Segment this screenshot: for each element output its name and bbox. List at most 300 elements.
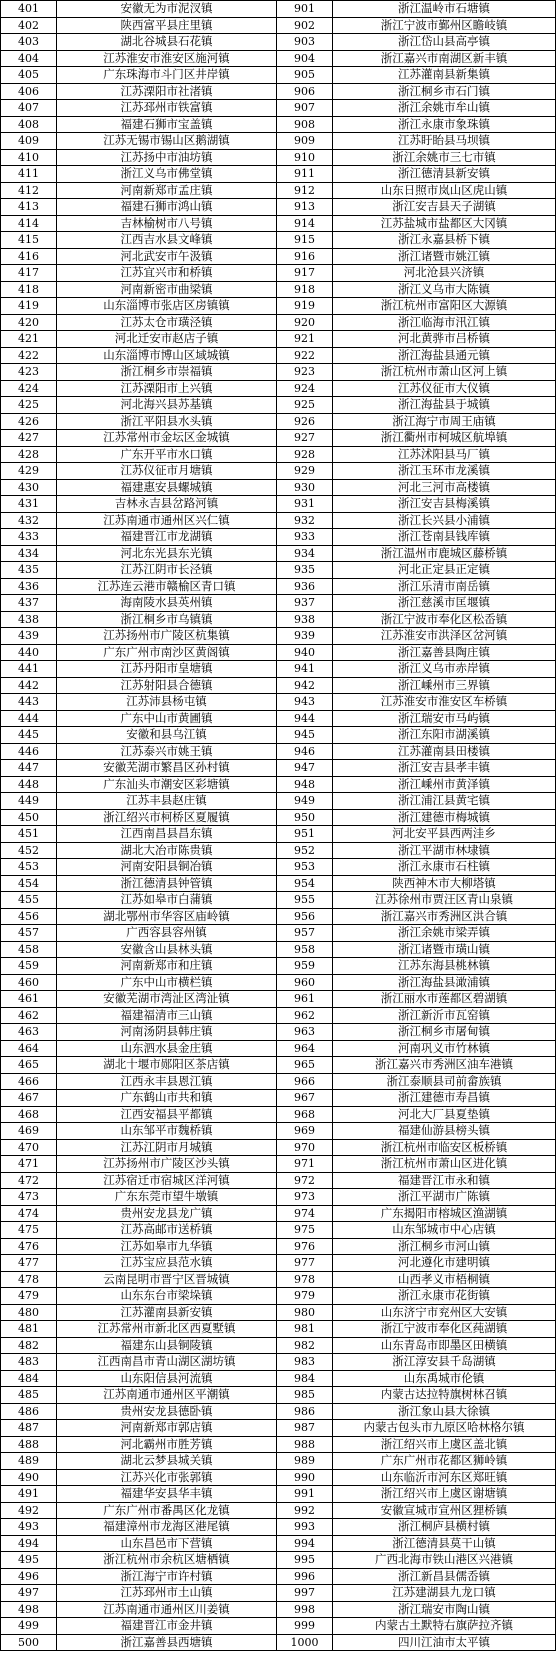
- rank-cell-left: 429: [1, 463, 57, 480]
- town-cell-left: 河南新郑市和庄镇: [57, 958, 277, 975]
- town-cell-left: 山东泗水县金庄镇: [57, 1040, 277, 1057]
- table-row: [1, 479, 556, 496]
- rank-cell-right: 973: [277, 1189, 333, 1206]
- rank-cell-left: 497: [1, 1585, 57, 1602]
- table-row: [1, 380, 556, 397]
- town-cell-left: 广东广州市番禺区化龙镇: [57, 1502, 277, 1519]
- town-cell-left: 江苏无锡市锡山区鹅湖镇: [57, 133, 277, 150]
- rank-cell-left: 470: [1, 1139, 57, 1156]
- town-cell-right: 浙江玉环市龙溪镇: [333, 463, 556, 480]
- table-row: [1, 578, 556, 595]
- rank-cell-left: 475: [1, 1222, 57, 1239]
- town-cell-left: 陕西富平县庄里镇: [57, 17, 277, 34]
- rank-cell-left: 427: [1, 430, 57, 447]
- rank-cell-right: 941: [277, 661, 333, 678]
- town-cell-right: 河北遵化市建明镇: [333, 1255, 556, 1272]
- town-cell-right: 山东青岛市即墨区田横镇: [333, 1337, 556, 1354]
- rank-cell-left: 420: [1, 314, 57, 331]
- rank-cell-left: 459: [1, 958, 57, 975]
- table-row: [1, 595, 556, 612]
- rank-cell-right: 990: [277, 1469, 333, 1486]
- rank-cell-left: 443: [1, 694, 57, 711]
- town-cell-right: 河南巩义市竹林镇: [333, 1040, 556, 1057]
- rank-cell-left: 415: [1, 232, 57, 249]
- rank-cell-left: 407: [1, 100, 57, 117]
- town-cell-right: 浙江新昌县儒岙镇: [333, 1568, 556, 1585]
- town-cell-right: 山西孝义市梧桐镇: [333, 1271, 556, 1288]
- town-cell-right: 浙江安吉县孝丰镇: [333, 760, 556, 777]
- table-row: [1, 545, 556, 562]
- table-row: [1, 908, 556, 925]
- table-row: [1, 1453, 556, 1470]
- town-cell-left: 海南陵水县英州镇: [57, 595, 277, 612]
- town-cell-left: 广东中山市黄圃镇: [57, 710, 277, 727]
- table-row: [1, 727, 556, 744]
- rank-cell-right: 946: [277, 743, 333, 760]
- town-cell-right: 浙江温州市鹿城区藤桥镇: [333, 545, 556, 562]
- town-cell-left: 江苏如皋市白蒲镇: [57, 892, 277, 909]
- rank-cell-right: 971: [277, 1156, 333, 1173]
- rank-cell-right: 967: [277, 1090, 333, 1107]
- rank-cell-right: 994: [277, 1535, 333, 1552]
- town-cell-left: 江西永丰县恩江镇: [57, 1073, 277, 1090]
- town-cell-left: 福建石狮市鸿山镇: [57, 199, 277, 216]
- rank-cell-right: 997: [277, 1585, 333, 1602]
- table-row: [1, 1, 556, 18]
- rank-cell-right: 903: [277, 34, 333, 51]
- rank-cell-left: 449: [1, 793, 57, 810]
- rank-cell-right: 955: [277, 892, 333, 909]
- table-row: [1, 100, 556, 117]
- town-cell-right: 浙江临海市汛江镇: [333, 314, 556, 331]
- town-cell-right: 河北安平县西两洼乡: [333, 826, 556, 843]
- rank-cell-left: 426: [1, 413, 57, 430]
- rank-cell-right: 949: [277, 793, 333, 810]
- rank-cell-left: 447: [1, 760, 57, 777]
- table-row: [1, 413, 556, 430]
- town-cell-left: 贵州安龙县龙广镇: [57, 1205, 277, 1222]
- town-cell-left: 江苏扬州市广陵区杭集镇: [57, 628, 277, 645]
- table-row: [1, 1403, 556, 1420]
- rank-cell-left: 409: [1, 133, 57, 150]
- town-cell-right: 山东济宁市兖州区大安镇: [333, 1304, 556, 1321]
- town-cell-right: 广西北海市铁山港区兴港镇: [333, 1552, 556, 1569]
- rank-cell-right: 957: [277, 925, 333, 942]
- rank-cell-right: 934: [277, 545, 333, 562]
- rank-cell-right: 931: [277, 496, 333, 513]
- rank-cell-left: 460: [1, 974, 57, 991]
- table-row: [1, 248, 556, 265]
- rank-cell-right: 954: [277, 875, 333, 892]
- rank-cell-left: 442: [1, 677, 57, 694]
- rank-cell-left: 402: [1, 17, 57, 34]
- town-cell-right: 浙江永康市象珠镇: [333, 116, 556, 133]
- table-row: [1, 562, 556, 579]
- rank-cell-left: 472: [1, 1172, 57, 1189]
- town-cell-right: 浙江宁波市奉化区松岙镇: [333, 611, 556, 628]
- town-cell-left: 江苏丰县赵庄镇: [57, 793, 277, 810]
- town-cell-left: 湖北谷城县石花镇: [57, 34, 277, 51]
- town-cell-left: 河南安阳县铜冶镇: [57, 859, 277, 876]
- town-cell-left: 江苏江阴市月城镇: [57, 1139, 277, 1156]
- rank-cell-right: 925: [277, 397, 333, 414]
- table-row: [1, 67, 556, 84]
- rank-cell-left: 432: [1, 512, 57, 529]
- table-row: [1, 1519, 556, 1536]
- town-cell-left: 河南新郑市郭店镇: [57, 1420, 277, 1437]
- table-row: [1, 743, 556, 760]
- town-cell-left: 江苏扬中市油坊镇: [57, 149, 277, 166]
- town-cell-left: 江苏常州市金坛区金城镇: [57, 430, 277, 447]
- rank-cell-left: 445: [1, 727, 57, 744]
- rank-cell-right: 975: [277, 1222, 333, 1239]
- table-row: [1, 1106, 556, 1123]
- table-row: [1, 182, 556, 199]
- town-cell-left: 福建东山县铜陵镇: [57, 1337, 277, 1354]
- rank-cell-right: 989: [277, 1453, 333, 1470]
- town-cell-right: 浙江慈溪市匡堰镇: [333, 595, 556, 612]
- rank-cell-right: 920: [277, 314, 333, 331]
- rank-cell-left: 485: [1, 1387, 57, 1404]
- rank-cell-right: 916: [277, 248, 333, 265]
- town-cell-left: 江苏如皋市九华镇: [57, 1238, 277, 1255]
- town-cell-right: 浙江余姚市梁弄镇: [333, 925, 556, 942]
- town-cell-left: 安徽芜湖市繁昌区孙村镇: [57, 760, 277, 777]
- table-row: [1, 859, 556, 876]
- town-cell-right: 浙江苍南县钱库镇: [333, 529, 556, 546]
- town-cell-left: 浙江海宁市许村镇: [57, 1568, 277, 1585]
- table-row: [1, 166, 556, 183]
- town-cell-right: 浙江永嘉县桥下镇: [333, 232, 556, 249]
- table-row: [1, 1189, 556, 1206]
- town-cell-left: 江苏连云港市赣榆区青口镇: [57, 578, 277, 595]
- rank-cell-right: 948: [277, 776, 333, 793]
- rank-cell-right: 932: [277, 512, 333, 529]
- table-row: [1, 397, 556, 414]
- rank-cell-right: 912: [277, 182, 333, 199]
- town-cell-left: 江苏溧阳市上兴镇: [57, 380, 277, 397]
- rank-cell-right: 908: [277, 116, 333, 133]
- rank-cell-right: 961: [277, 991, 333, 1008]
- rank-cell-left: 438: [1, 611, 57, 628]
- town-cell-left: 河北武安市午汲镇: [57, 248, 277, 265]
- rank-cell-right: 983: [277, 1354, 333, 1371]
- rank-cell-right: 977: [277, 1255, 333, 1272]
- town-cell-left: 江苏扬州市广陵区沙头镇: [57, 1156, 277, 1173]
- town-cell-right: 浙江建德市梅城镇: [333, 809, 556, 826]
- table-row: [1, 446, 556, 463]
- rank-cell-right: 930: [277, 479, 333, 496]
- town-cell-right: 河北黄骅市吕桥镇: [333, 331, 556, 348]
- rank-cell-left: 479: [1, 1288, 57, 1305]
- town-cell-right: 浙江海盐县通元镇: [333, 347, 556, 364]
- table-row: [1, 1535, 556, 1552]
- town-cell-right: 浙江诸暨市璜山镇: [333, 941, 556, 958]
- table-row: [1, 463, 556, 480]
- rank-cell-left: 488: [1, 1436, 57, 1453]
- rank-cell-right: 910: [277, 149, 333, 166]
- rank-cell-left: 448: [1, 776, 57, 793]
- town-cell-right: 浙江绍兴市上虞区盖北镇: [333, 1436, 556, 1453]
- town-cell-right: 浙江杭州市萧山区河上镇: [333, 364, 556, 381]
- town-cell-left: 江苏南通市通州区平潮镇: [57, 1387, 277, 1404]
- rank-cell-right: 906: [277, 83, 333, 100]
- town-cell-left: 安徽无为市泥汊镇: [57, 1, 277, 18]
- rank-cell-left: 440: [1, 644, 57, 661]
- rank-cell-left: 487: [1, 1420, 57, 1437]
- town-cell-right: 河北沧县兴济镇: [333, 265, 556, 282]
- rank-cell-left: 436: [1, 578, 57, 595]
- table-row: [1, 694, 556, 711]
- town-cell-left: 江苏溧阳市社渚镇: [57, 83, 277, 100]
- town-cell-right: 浙江永康市花街镇: [333, 1288, 556, 1305]
- rank-cell-left: 493: [1, 1519, 57, 1536]
- town-cell-right: 浙江海宁市周王庙镇: [333, 413, 556, 430]
- rank-cell-left: 456: [1, 908, 57, 925]
- table-row: [1, 1469, 556, 1486]
- table-row: [1, 760, 556, 777]
- town-cell-right: 浙江杭州市临安区板桥镇: [333, 1139, 556, 1156]
- town-cell-left: 江西南昌县昌东镇: [57, 826, 277, 843]
- rank-cell-right: 986: [277, 1403, 333, 1420]
- rank-cell-right: 962: [277, 1007, 333, 1024]
- rank-cell-left: 413: [1, 199, 57, 216]
- town-cell-right: 江苏淮安市淮安区车桥镇: [333, 694, 556, 711]
- town-cell-left: 福建石狮市宝盖镇: [57, 116, 277, 133]
- rank-cell-right: 918: [277, 281, 333, 298]
- town-cell-right: 浙江桐乡市石门镇: [333, 83, 556, 100]
- table-row: [1, 1618, 556, 1635]
- town-cell-left: 江苏南通市通州区兴仁镇: [57, 512, 277, 529]
- town-cell-right: 内蒙古包头市九原区哈林格尔镇: [333, 1420, 556, 1437]
- rank-cell-right: 915: [277, 232, 333, 249]
- table-row: [1, 1420, 556, 1437]
- town-cell-right: 江苏沭阳县马厂镇: [333, 446, 556, 463]
- rank-cell-left: 495: [1, 1552, 57, 1569]
- rank-cell-left: 434: [1, 545, 57, 562]
- town-cell-left: 江西安福县平都镇: [57, 1106, 277, 1123]
- rank-cell-right: 1000: [277, 1634, 333, 1651]
- town-cell-left: 江苏射阳县合德镇: [57, 677, 277, 694]
- rank-cell-left: 418: [1, 281, 57, 298]
- town-cell-right: 浙江建德市寿昌镇: [333, 1090, 556, 1107]
- rank-cell-right: 921: [277, 331, 333, 348]
- table-row: [1, 1568, 556, 1585]
- rank-cell-right: 981: [277, 1321, 333, 1338]
- table-row: [1, 1255, 556, 1272]
- table-row: [1, 496, 556, 513]
- table-row: [1, 941, 556, 958]
- table-row: [1, 1601, 556, 1618]
- town-cell-right: 浙江海盐县于城镇: [333, 397, 556, 414]
- town-cell-right: 广东广州市花都区狮岭镇: [333, 1453, 556, 1470]
- town-cell-left: 山东东台市梁垛镇: [57, 1288, 277, 1305]
- table-row: [1, 925, 556, 942]
- town-cell-right: 浙江杭州市萧山区进化镇: [333, 1156, 556, 1173]
- rank-cell-left: 453: [1, 859, 57, 876]
- town-cell-right: 浙江嘉兴市秀洲区洪合镇: [333, 908, 556, 925]
- rank-cell-left: 474: [1, 1205, 57, 1222]
- town-cell-left: 浙江义乌市佛堂镇: [57, 166, 277, 183]
- town-cell-left: 广东珠海市斗门区井岸镇: [57, 67, 277, 84]
- rank-cell-right: 940: [277, 644, 333, 661]
- town-cell-left: 云南昆明市晋宁区晋城镇: [57, 1271, 277, 1288]
- town-cell-right: 浙江平湖市林埭镇: [333, 842, 556, 859]
- town-cell-left: 广东汕头市潮安区彩塘镇: [57, 776, 277, 793]
- rank-cell-right: 998: [277, 1601, 333, 1618]
- rank-cell-right: 923: [277, 364, 333, 381]
- town-cell-right: 浙江绍兴市上虞区谢塘镇: [333, 1486, 556, 1503]
- town-cell-left: 山东邹平市魏桥镇: [57, 1123, 277, 1140]
- town-cell-left: 广西容县容州镇: [57, 925, 277, 942]
- town-cell-right: 江苏灌南县新集镇: [333, 67, 556, 84]
- table-row: [1, 892, 556, 909]
- town-cell-right: 山东临沂市河东区郑旺镇: [333, 1469, 556, 1486]
- table-row: [1, 1123, 556, 1140]
- rank-cell-left: 431: [1, 496, 57, 513]
- table-row: [1, 1139, 556, 1156]
- town-cell-right: 浙江嵊州市三界镇: [333, 677, 556, 694]
- table-row: [1, 826, 556, 843]
- rank-cell-left: 430: [1, 479, 57, 496]
- town-cell-left: 江苏宜兴市和桥镇: [57, 265, 277, 282]
- rank-cell-right: 985: [277, 1387, 333, 1404]
- rank-cell-left: 444: [1, 710, 57, 727]
- rank-cell-left: 408: [1, 116, 57, 133]
- table-row: [1, 529, 556, 546]
- rank-cell-left: 419: [1, 298, 57, 315]
- town-cell-left: 安徽和县乌江镇: [57, 727, 277, 744]
- rank-cell-left: 480: [1, 1304, 57, 1321]
- town-cell-left: 福建晋江市龙湖镇: [57, 529, 277, 546]
- town-cell-left: 河北东光县东光镇: [57, 545, 277, 562]
- rank-cell-right: 952: [277, 842, 333, 859]
- rank-cell-left: 464: [1, 1040, 57, 1057]
- town-cell-left: 安徽含山县林头镇: [57, 941, 277, 958]
- town-cell-left: 江苏宿迁市宿城区洋河镇: [57, 1172, 277, 1189]
- town-cell-right: 浙江泰顺县司前畲族镇: [333, 1073, 556, 1090]
- town-cell-left: 江苏灌南县新安镇: [57, 1304, 277, 1321]
- rank-cell-left: 467: [1, 1090, 57, 1107]
- town-cell-right: 广东揭阳市榕城区渔湖镇: [333, 1205, 556, 1222]
- town-cell-right: 浙江瑞安市马屿镇: [333, 710, 556, 727]
- rank-cell-left: 433: [1, 529, 57, 546]
- rank-cell-right: 959: [277, 958, 333, 975]
- town-cell-right: 浙江安吉县梅溪镇: [333, 496, 556, 513]
- table-row: [1, 347, 556, 364]
- town-cell-left: 山东淄博市博山区域城镇: [57, 347, 277, 364]
- rank-cell-left: 482: [1, 1337, 57, 1354]
- town-cell-right: 浙江桐乡市河山镇: [333, 1238, 556, 1255]
- rank-cell-left: 428: [1, 446, 57, 463]
- rank-cell-right: 909: [277, 133, 333, 150]
- table-row: [1, 1486, 556, 1503]
- town-cell-left: 江苏常州市新北区西夏墅镇: [57, 1321, 277, 1338]
- town-cell-left: 江苏淮安市淮安区施河镇: [57, 50, 277, 67]
- rank-cell-right: 969: [277, 1123, 333, 1140]
- town-cell-right: 浙江象山县大徐镇: [333, 1403, 556, 1420]
- town-cell-left: 江苏邳州市铁富镇: [57, 100, 277, 117]
- town-cell-left: 吉林榆树市八号镇: [57, 215, 277, 232]
- table-row: [1, 958, 556, 975]
- town-cell-right: 江苏盱眙县马坝镇: [333, 133, 556, 150]
- rank-cell-right: 935: [277, 562, 333, 579]
- town-cell-left: 河南新密市曲梁镇: [57, 281, 277, 298]
- rank-cell-left: 410: [1, 149, 57, 166]
- rank-cell-left: 446: [1, 743, 57, 760]
- rank-cell-left: 451: [1, 826, 57, 843]
- rank-cell-right: 992: [277, 1502, 333, 1519]
- rank-cell-right: 972: [277, 1172, 333, 1189]
- town-cell-left: 浙江桐乡市乌镇镇: [57, 611, 277, 628]
- town-cell-right: 山东邹城市中心店镇: [333, 1222, 556, 1239]
- rank-cell-left: 421: [1, 331, 57, 348]
- table-row: [1, 991, 556, 1008]
- town-cell-right: 江苏仪征市大仪镇: [333, 380, 556, 397]
- table-row: [1, 133, 556, 150]
- table-row: [1, 34, 556, 51]
- table-row: [1, 1205, 556, 1222]
- town-cell-right: 浙江淳安县千岛湖镇: [333, 1354, 556, 1371]
- town-cell-left: 河北迁安市赵店子镇: [57, 331, 277, 348]
- town-cell-right: 浙江海盐县澉浦镇: [333, 974, 556, 991]
- town-cell-left: 浙江嘉善县西塘镇: [57, 1634, 277, 1651]
- town-cell-right: 四川江油市太平镇: [333, 1634, 556, 1651]
- town-cell-right: 浙江温岭市石塘镇: [333, 1, 556, 18]
- town-cell-left: 江苏高邮市送桥镇: [57, 1222, 277, 1239]
- rank-cell-right: 933: [277, 529, 333, 546]
- rank-cell-right: 988: [277, 1436, 333, 1453]
- town-cell-right: 内蒙古达拉特旗树林召镇: [333, 1387, 556, 1404]
- rank-cell-right: 911: [277, 166, 333, 183]
- town-cell-left: 湖北十堰市郧阳区茶店镇: [57, 1057, 277, 1074]
- rank-cell-right: 922: [277, 347, 333, 364]
- town-cell-right: 河北大厂县夏垫镇: [333, 1106, 556, 1123]
- table-body: [1, 1, 556, 1651]
- rank-cell-right: 963: [277, 1024, 333, 1041]
- table-row: [1, 1271, 556, 1288]
- rank-cell-left: 435: [1, 562, 57, 579]
- table-row: [1, 1387, 556, 1404]
- rank-cell-right: 978: [277, 1271, 333, 1288]
- table-row: [1, 1436, 556, 1453]
- table-row: [1, 611, 556, 628]
- rank-cell-right: 974: [277, 1205, 333, 1222]
- town-cell-right: 浙江东阳市湖溪镇: [333, 727, 556, 744]
- table-row: [1, 314, 556, 331]
- town-cell-right: 山东日照市岚山区虎山镇: [333, 182, 556, 199]
- town-cell-right: 江苏淮安市洪泽区岔河镇: [333, 628, 556, 645]
- rank-cell-right: 943: [277, 694, 333, 711]
- table-row: [1, 215, 556, 232]
- rank-cell-right: 936: [277, 578, 333, 595]
- town-cell-left: 江苏兴化市张郭镇: [57, 1469, 277, 1486]
- table-row: [1, 1585, 556, 1602]
- table-row: [1, 793, 556, 810]
- town-cell-left: 河南汤阴县韩庄镇: [57, 1024, 277, 1041]
- town-cell-left: 浙江德清县钟管镇: [57, 875, 277, 892]
- town-cell-left: 河北霸州市胜芳镇: [57, 1436, 277, 1453]
- rank-cell-left: 500: [1, 1634, 57, 1651]
- rank-cell-right: 928: [277, 446, 333, 463]
- table-row: [1, 364, 556, 381]
- town-cell-right: 江苏灌南县田楼镇: [333, 743, 556, 760]
- town-cell-left: 浙江桐乡市崇福镇: [57, 364, 277, 381]
- town-cell-right: 浙江德清县新安镇: [333, 166, 556, 183]
- table-row: [1, 149, 556, 166]
- rank-cell-right: 950: [277, 809, 333, 826]
- table-row: [1, 1007, 556, 1024]
